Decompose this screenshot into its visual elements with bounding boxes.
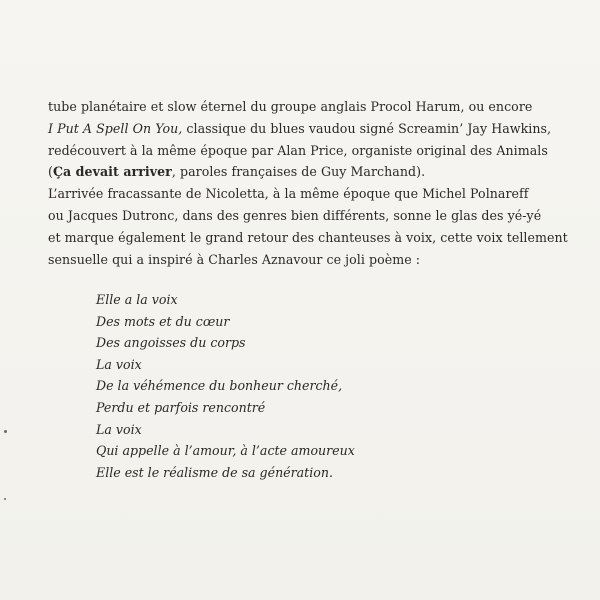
text-line: ou Jacques Dutronc, dans des genres bien différents, sonne le glas des yé-yé bbox=[48, 207, 542, 223]
poem-line: Des angoisses du corps bbox=[96, 335, 246, 351]
text-line: L’arrivée fracassante de Nicoletta, à la même époque que Michel Polnareff bbox=[48, 186, 529, 202]
prose-text bbox=[48, 96, 568, 270]
text-line: redécouvert à la même époque par Alan Price, organiste original des Animals bbox=[48, 142, 548, 158]
poem-line: Elle a la voix bbox=[96, 292, 178, 307]
poem-line: La voix bbox=[96, 356, 142, 372]
poem-line: Perdu et parfois rencontré bbox=[96, 399, 266, 415]
text-line: et marque également le grand retour des chanteuses à voix, cette voix tellement bbox=[48, 229, 568, 245]
poem-line: Des mots et du cœur bbox=[96, 313, 230, 329]
poem-line: Elle est le réalisme de sa génération. bbox=[96, 464, 333, 480]
poem-line: Qui appelle à l’amour, à l’acte amoureux bbox=[96, 443, 355, 459]
paragraph-1 bbox=[48, 96, 560, 183]
poem-line: La voix bbox=[96, 421, 142, 437]
paragraph-2 bbox=[48, 183, 568, 270]
text-line bbox=[48, 118, 560, 140]
song-title-bold: Ça devait arriver bbox=[52, 164, 172, 180]
text-line bbox=[48, 161, 560, 183]
poem bbox=[96, 289, 516, 483]
text-line: tube planétaire et slow éternel du groupe anglais Procol Harum, ou encore bbox=[48, 99, 533, 114]
margin-dot bbox=[4, 430, 7, 433]
text-fragment: , paroles françaises de Guy Marchand). bbox=[171, 164, 426, 180]
text-line: sensuelle qui a inspiré à Charles Aznavour ce joli poème : bbox=[48, 251, 421, 267]
text-fragment: classique du blues vaudou signé Screamin’ Jay Hawkins, bbox=[182, 120, 552, 136]
text-fragment: ( bbox=[48, 164, 53, 180]
margin-dot bbox=[4, 498, 6, 500]
song-title-italic: I Put A Spell On You, bbox=[48, 120, 183, 136]
poem-line: De la véhémence du bonheur cherché, bbox=[96, 378, 343, 394]
